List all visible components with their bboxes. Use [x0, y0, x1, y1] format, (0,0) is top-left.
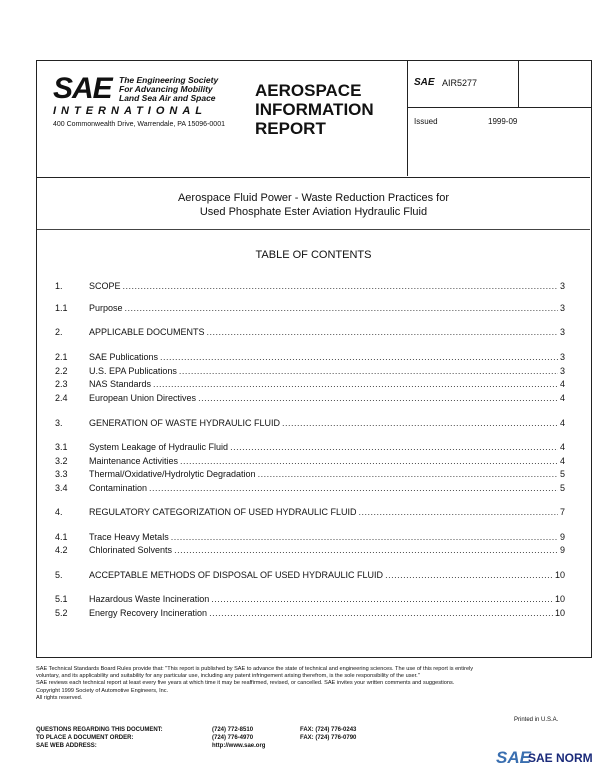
- toc-entry-title: Energy Recovery Incineration: [89, 608, 208, 618]
- toc-entry-title: Purpose: [89, 303, 123, 313]
- toc-leader-dots: [198, 393, 558, 403]
- toc-entry[interactable]: [55, 532, 565, 542]
- toc-leader-dots: [171, 532, 558, 542]
- toc-entry-page: 4: [559, 418, 565, 428]
- toc-entry-page: 4: [559, 442, 565, 452]
- toc-entry-number: 2.1: [55, 352, 68, 362]
- toc-leader-dots: [153, 379, 558, 389]
- issued-label: Issued: [414, 117, 438, 126]
- toc-entry-number: 1.1: [55, 303, 68, 313]
- toc-entry-title: GENERATION OF WASTE HYDRAULIC FLUID: [89, 418, 281, 428]
- issued-date: 1999-09: [488, 117, 518, 126]
- toc-entry-title: Contamination: [89, 483, 148, 493]
- toc-entry-page: 3: [559, 366, 565, 376]
- toc-leader-dots: [359, 507, 558, 517]
- toc-entry-title: REGULATORY CATEGORIZATION OF USED HYDRAULIC FLUID: [89, 507, 357, 517]
- toc-leader-dots: [207, 327, 558, 337]
- sae-web-link[interactable]: http://www.sae.org: [212, 743, 266, 749]
- toc-entry-number: 4.1: [55, 532, 68, 542]
- toc-entry-title: NAS Standards: [89, 379, 152, 389]
- toc-entry[interactable]: [55, 281, 565, 291]
- toc-entry-number: 4.2: [55, 545, 68, 555]
- toc-entry[interactable]: [55, 418, 565, 428]
- contact-labels: QUESTIONS REGARDING THIS DOCUMENT: TO PLACE A DOCUMENT ORDER: SAE WEB ADDRESS:: [36, 727, 163, 749]
- toc-entry[interactable]: [55, 456, 565, 466]
- toc-entry-page: 10: [554, 608, 565, 618]
- id-sae-mark: SAE: [414, 77, 435, 88]
- toc-entry[interactable]: [55, 469, 565, 479]
- toc-leader-dots: [180, 456, 558, 466]
- toc-entry-page: 10: [554, 570, 565, 580]
- toc-entry-title: APPLICABLE DOCUMENTS: [89, 327, 205, 337]
- toc-entry-page: 5: [559, 469, 565, 479]
- toc-entry-number: 3.4: [55, 483, 68, 493]
- header-row: [37, 61, 590, 178]
- sae-norm-mark: SAE: [496, 748, 531, 767]
- toc-leader-dots: [149, 483, 558, 493]
- toc-entry[interactable]: [55, 352, 565, 362]
- toc-entry-title: Thermal/Oxidative/Hydrolytic Degradation: [89, 469, 256, 479]
- toc-entry-number: 2.2: [55, 366, 68, 376]
- toc-heading: TABLE OF CONTENTS: [255, 249, 372, 261]
- toc-entry[interactable]: [55, 366, 565, 376]
- toc-entry-number: 4.: [55, 507, 63, 517]
- sae-norm-logo: [496, 748, 596, 772]
- sae-logo: SAE: [53, 72, 112, 105]
- toc-entry-title: Maintenance Activities: [89, 456, 179, 466]
- toc-entry-number: 5.1: [55, 594, 68, 604]
- contact-fax: FAX: (724) 776-0243 FAX: (724) 776-0790: [300, 727, 357, 741]
- toc-entry-title: System Leakage of Hydraulic Fluid: [89, 442, 229, 452]
- toc-entry-title: SCOPE: [89, 281, 121, 291]
- toc-leader-dots: [123, 281, 558, 291]
- document-title: Aerospace Fluid Power - Waste Reduction Practices for Used Phosphate Ester Aviation Hydraulic Fluid: [177, 192, 450, 218]
- sae-tagline: The Engineering Society For Advancing Mobility Land Sea Air and Space: [119, 75, 219, 103]
- toc-leader-dots: [282, 418, 558, 428]
- toc-entry[interactable]: [55, 594, 565, 604]
- toc-entry-page: 7: [559, 507, 565, 517]
- sae-international: INTERNATIONAL: [53, 105, 208, 117]
- toc-entry-number: 5.2: [55, 608, 68, 618]
- toc-leader-dots: [385, 570, 553, 580]
- document-frame: [36, 60, 592, 658]
- toc-leader-dots: [125, 303, 558, 313]
- toc-entry-title: SAE Publications: [89, 352, 159, 362]
- toc-leader-dots: [211, 594, 553, 604]
- footer-notice: SAE Technical Standards Board Rules provide that: "This report is published by SAE to advance the state of technical and engineering sciences. The use of this report is entirely voluntary, and its applicability and suitability for any particular use, including any patent infringement arising therefrom, is the sole responsibility of the user." SAE reviews each technical report at least every five years at which time it may be reaffirmed, revised, or cancelled. SAE invites your written comments and suggestions. Copyright 1999 Society of Automotive Engineers, Inc. All rights reserved.: [36, 666, 474, 701]
- toc-entry-page: 4: [559, 379, 565, 389]
- toc-entry-number: 3.2: [55, 456, 68, 466]
- toc-entry[interactable]: [55, 570, 565, 580]
- toc-leader-dots: [179, 366, 558, 376]
- toc-entry-number: 2.: [55, 327, 63, 337]
- toc-entry[interactable]: [55, 483, 565, 493]
- toc-entry-page: 10: [554, 594, 565, 604]
- toc-entry-page: 3: [559, 281, 565, 291]
- toc-entry-title: ACCEPTABLE METHODS OF DISPOSAL OF USED HYDRAULIC FLUID: [89, 570, 384, 580]
- toc-leader-dots: [258, 469, 558, 479]
- toc-leader-dots: [160, 352, 558, 362]
- toc-entry-number: 2.4: [55, 393, 68, 403]
- document-number: AIR5277: [442, 78, 478, 88]
- toc-entry[interactable]: [55, 303, 565, 313]
- toc-entry-title: Hazardous Waste Incineration: [89, 594, 210, 604]
- toc-entry-number: 1.: [55, 281, 63, 291]
- contact-phones: (724) 772-8510 (724) 776-4970 http://www.sae.org: [212, 727, 266, 749]
- toc-leader-dots: [230, 442, 558, 452]
- sae-norm-text: SAE NORM: [528, 751, 593, 765]
- toc-entry-page: 5: [559, 483, 565, 493]
- toc-entry-page: 9: [559, 545, 565, 555]
- toc-entry-title: Chlorinated Solvents: [89, 545, 173, 555]
- toc-entry-title: European Union Directives: [89, 393, 197, 403]
- toc-entry[interactable]: [55, 608, 565, 618]
- toc-entry-title: U.S. EPA Publications: [89, 366, 177, 376]
- toc-entry[interactable]: [55, 327, 565, 337]
- toc-entry-page: 4: [559, 456, 565, 466]
- toc-entry-page: 4: [559, 393, 565, 403]
- toc-entry-number: 2.3: [55, 379, 68, 389]
- toc-leader-dots: [209, 608, 553, 618]
- toc-entry-page: 9: [559, 532, 565, 542]
- toc-entry[interactable]: [55, 442, 565, 452]
- toc-leader-dots: [174, 545, 558, 555]
- toc-entry-number: 3.1: [55, 442, 68, 452]
- document-id-box: [407, 61, 590, 176]
- report-type-title: AEROSPACE INFORMATION REPORT: [255, 81, 374, 138]
- toc-entry[interactable]: [55, 379, 565, 389]
- toc-entry-page: 3: [559, 352, 565, 362]
- toc-entry-number: 3.3: [55, 469, 68, 479]
- toc-entry[interactable]: [55, 393, 565, 403]
- toc-entry-number: 5.: [55, 570, 63, 580]
- divider: [37, 229, 590, 230]
- toc-entry-page: 3: [559, 327, 565, 337]
- toc-entry[interactable]: [55, 507, 565, 517]
- toc-entry-number: 3.: [55, 418, 63, 428]
- printed-notice: Printed in U.S.A.: [514, 717, 559, 723]
- toc-entry-page: 3: [559, 303, 565, 313]
- toc-entry-title: Trace Heavy Metals: [89, 532, 169, 542]
- sae-address: 400 Commonwealth Drive, Warrendale, PA 15096-0001: [53, 121, 225, 128]
- toc-entry[interactable]: [55, 545, 565, 555]
